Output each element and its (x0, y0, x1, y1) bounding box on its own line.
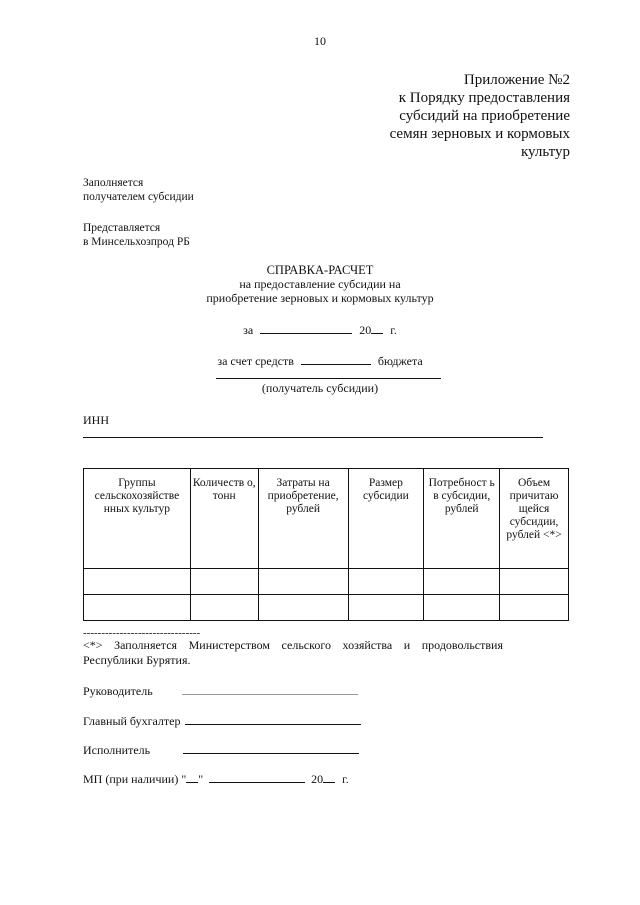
table-cell[interactable] (258, 595, 348, 621)
stamp-day-blank[interactable] (186, 772, 198, 783)
stamp-suffix: г. (342, 772, 349, 786)
table-cell[interactable] (258, 569, 348, 595)
inn-label: ИНН (83, 413, 109, 427)
funds-prefix: за счет средств (217, 354, 294, 368)
page-number: 10 (314, 34, 326, 48)
table-cell[interactable] (190, 569, 258, 595)
funds-line (0, 352, 640, 369)
table-cell[interactable] (84, 569, 191, 595)
filled-by-note (83, 176, 194, 204)
table-cell[interactable] (190, 595, 258, 621)
period-blank[interactable] (260, 321, 352, 334)
inn-line[interactable] (83, 437, 543, 438)
budget-blank[interactable] (301, 352, 371, 365)
signature-accountant-label: Главный бухгалтер (83, 714, 181, 728)
funds-suffix: бюджета (377, 354, 423, 368)
recipient-caption: (получатель субсидии) (261, 381, 379, 395)
table-header-row (84, 469, 569, 569)
column-header-subsidy-size: Размер субсидии (348, 469, 424, 569)
stamp-year-blank[interactable] (323, 772, 335, 783)
subsidy-table (83, 468, 569, 621)
title-subtitle: на предоставление субсидии на (239, 277, 401, 291)
table-cell[interactable] (424, 569, 500, 595)
filled-by-line: Заполняется (83, 177, 144, 189)
footnote-separator: -------------------------------- (83, 627, 201, 639)
table-cell[interactable] (348, 595, 424, 621)
signature-head-label: Руководитель (83, 684, 153, 698)
title-main: СПРАВКА-РАСЧЕТ (266, 263, 374, 277)
period-line (0, 321, 640, 338)
signature-head-line[interactable] (182, 684, 358, 695)
table-cell[interactable] (500, 569, 569, 595)
signature-accountant-row (83, 714, 361, 729)
column-header-subsidy-need: Потребност ь в субсидии, рублей (424, 469, 500, 569)
title-subtitle: приобретение зерновых и кормовых культур (206, 291, 434, 305)
stamp-date-row (83, 772, 349, 787)
appendix-line: культур (520, 144, 570, 160)
column-header-quantity: Количеств о, тонн (190, 469, 258, 569)
column-header-subsidy-volume: Объем причитаю щейся субсидии, рублей <*> (500, 469, 569, 569)
period-suffix: г. (390, 323, 397, 337)
recipient-line[interactable] (216, 378, 441, 379)
table-cell[interactable] (348, 569, 424, 595)
period-prefix: за (243, 323, 254, 337)
presented-to-note (83, 221, 190, 249)
footnote: <*> Заполняется Министерством сельского хозяйства и продовольствия Республики Бурятия. (83, 638, 503, 667)
presented-to-line: Представляется (83, 222, 161, 234)
appendix-line: семян зерновых и кормовых (389, 126, 570, 142)
presented-to-line: в Минсельхозпрод РБ (83, 236, 190, 248)
stamp-month-blank[interactable] (209, 772, 305, 783)
signature-executor-row (83, 743, 359, 758)
signature-accountant-line[interactable] (185, 714, 361, 725)
document-title (0, 263, 640, 305)
column-header-costs: Затраты на приобретение, рублей (258, 469, 348, 569)
table-cell[interactable] (424, 595, 500, 621)
period-year-blank[interactable] (371, 321, 383, 334)
stamp-year: 20 (311, 772, 324, 786)
signature-executor-line[interactable] (183, 743, 359, 754)
signature-head-row (83, 684, 358, 699)
period-year: 20 (359, 323, 372, 337)
table-cell[interactable] (84, 595, 191, 621)
table-row (84, 569, 569, 595)
stamp-quote-close: " (198, 772, 204, 786)
appendix-line: Приложение №2 (463, 72, 570, 88)
stamp-prefix: МП (при наличии) " (83, 772, 187, 786)
table-row (84, 595, 569, 621)
appendix-heading (390, 71, 570, 161)
signature-executor-label: Исполнитель (83, 743, 151, 757)
filled-by-line: получателем субсидии (83, 191, 194, 203)
appendix-line: субсидий на приобретение (399, 108, 570, 124)
appendix-line: к Порядку предоставления (398, 90, 570, 106)
table-cell[interactable] (500, 595, 569, 621)
column-header-crop-groups: Группы сельскохозяйстве нных культур (84, 469, 191, 569)
